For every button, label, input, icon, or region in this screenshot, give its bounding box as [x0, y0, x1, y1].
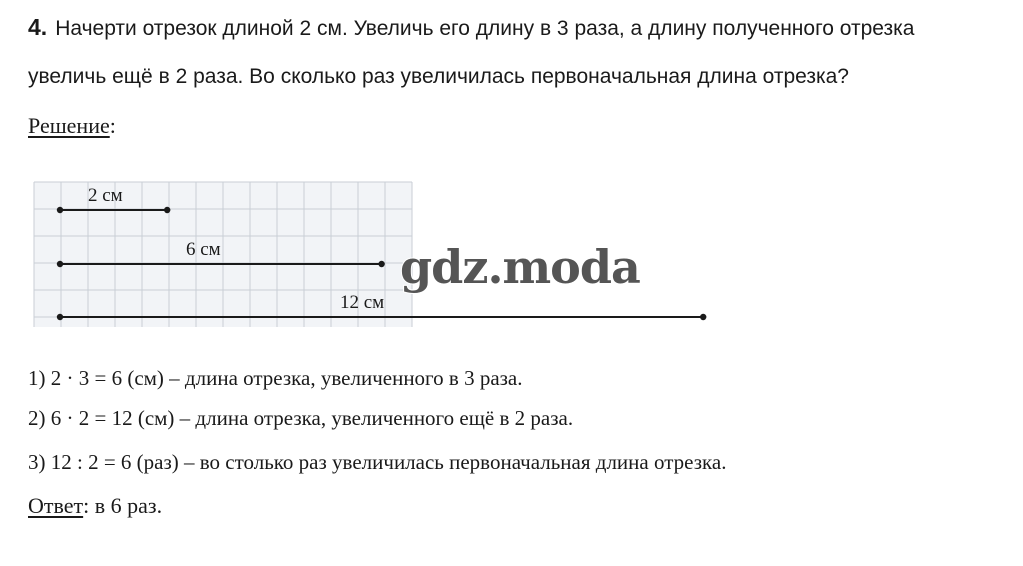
- segment-endpoint: [57, 314, 63, 320]
- segment-endpoint: [700, 314, 706, 320]
- segment-endpoint: [57, 207, 63, 213]
- segment-label: 2 см: [88, 185, 123, 206]
- segments-drawing: [28, 150, 748, 340]
- answer-text: : в 6 раз.: [83, 493, 163, 518]
- segment-endpoint: [164, 207, 170, 213]
- solution-step-2: 2) 6 · 2 = 12 (см) – длина отрезка, увеличенного ещё в 2 раза.: [28, 406, 574, 430]
- segment-endpoint: [57, 261, 63, 267]
- segment-label: 12 см: [340, 292, 385, 313]
- solution-step-3: 3) 12 : 2 = 6 (раз) – во столько раз увеличилась первоначальная длина отрезка.: [28, 450, 727, 474]
- answer-line: [28, 493, 162, 519]
- solution-heading-label: Решение: [28, 113, 110, 138]
- task-number: 4.: [28, 14, 48, 40]
- task-line-1: [28, 14, 914, 41]
- segment-label: 6 см: [186, 239, 221, 260]
- task-text-1: Начерти отрезок длиной 2 см. Увеличь его длину в 3 раза, а длину полученного отрезка: [55, 17, 915, 40]
- segment-endpoint: [378, 261, 384, 267]
- watermark-text: gdz.moda: [400, 240, 640, 294]
- answer-label: Ответ: [28, 493, 84, 518]
- segments-figure: [28, 150, 748, 340]
- solution-heading-colon: :: [109, 113, 116, 138]
- task-line-2: увеличь ещё в 2 раза. Во сколько раз увеличилась первоначальная длина отрезка?: [28, 65, 849, 88]
- solution-step-1: 1) 2 · 3 = 6 (см) – длина отрезка, увеличенного в 3 раза.: [28, 366, 523, 390]
- solution-heading: [28, 113, 116, 139]
